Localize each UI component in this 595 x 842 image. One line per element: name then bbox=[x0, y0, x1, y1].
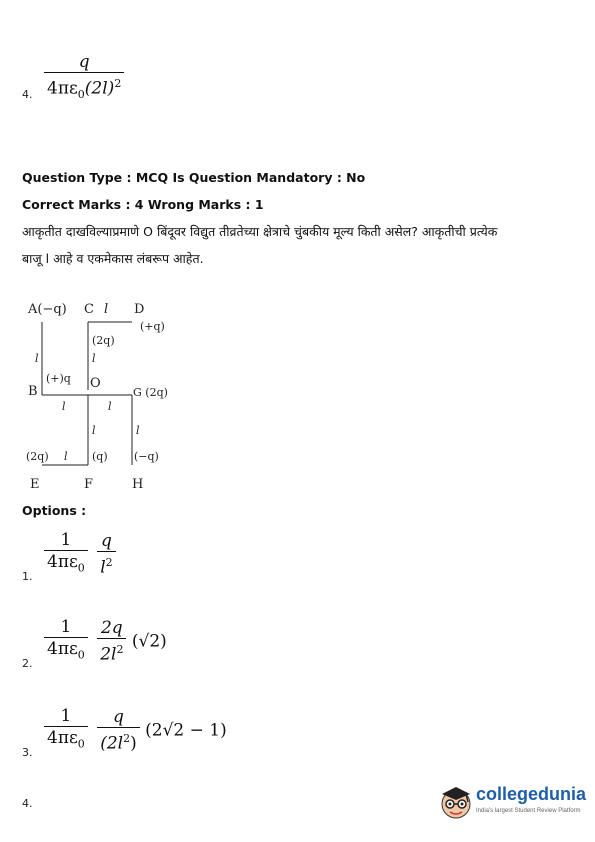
option-1-coef-num: 1 bbox=[60, 530, 72, 550]
option-2-coef-sub: 0 bbox=[77, 648, 85, 662]
label-l-v-center-bottom: l bbox=[92, 424, 96, 437]
option-3-coef-num: 1 bbox=[60, 706, 72, 726]
label-a: A(−q) bbox=[28, 302, 67, 317]
prev-option-4-den-sub: 0 bbox=[77, 88, 85, 102]
option-1-num: q bbox=[100, 530, 112, 551]
label-minus-q-bottom: (−q) bbox=[134, 450, 159, 463]
option-2-tail: (√2) bbox=[131, 631, 167, 652]
option-3-den-close: ) bbox=[130, 733, 137, 754]
option-3-num: q bbox=[113, 706, 124, 727]
label-c: C bbox=[84, 302, 94, 317]
prev-option-4-numerator: q bbox=[78, 52, 90, 72]
option-2-coef-den: 4πε bbox=[47, 639, 78, 659]
option-4-number: 4. bbox=[22, 797, 33, 810]
label-b: B bbox=[28, 384, 38, 399]
option-1-den-exp: 2 bbox=[105, 555, 113, 569]
option-2-number: 2. bbox=[22, 657, 33, 670]
brand-tagline: India's largest Student Review Platform bbox=[476, 808, 581, 814]
option-1-formula[interactable] bbox=[44, 530, 116, 579]
question-type-line: Question Type : MCQ Is Question Mandatory : No bbox=[22, 170, 366, 185]
option-2-num: 2q bbox=[100, 617, 123, 638]
option-3-den: (2l bbox=[100, 733, 124, 754]
option-3-formula[interactable] bbox=[44, 706, 227, 755]
option-2-formula[interactable] bbox=[44, 617, 167, 666]
option-3-coef-sub: 0 bbox=[77, 737, 85, 751]
option-2-den-exp: 2 bbox=[116, 642, 124, 656]
label-2q-bottom: (2q) bbox=[26, 450, 49, 463]
label-plus-q-left: (+)q bbox=[46, 372, 71, 385]
option-3-number: 3. bbox=[22, 746, 33, 759]
label-e: E bbox=[30, 477, 40, 492]
charge-figure bbox=[20, 300, 200, 500]
question-line-2: बाजू l आहे व एकमेकास लंबरूप आहेत. bbox=[22, 251, 204, 266]
marks-line: Correct Marks : 4 Wrong Marks : 1 bbox=[22, 197, 264, 212]
label-2q-mid: (2q) bbox=[92, 334, 115, 347]
label-g: G (2q) bbox=[133, 386, 168, 399]
option-3-den-exp: 2 bbox=[123, 731, 131, 745]
label-l-top: l bbox=[104, 302, 109, 317]
option-1-coef-sub: 0 bbox=[77, 561, 85, 575]
label-l-v-left: l bbox=[35, 352, 39, 365]
option-2-den: 2l bbox=[100, 644, 117, 665]
collegedunia-logo bbox=[436, 780, 587, 824]
label-h: H bbox=[132, 477, 144, 492]
option-1-number: 1. bbox=[22, 570, 33, 583]
question-text bbox=[22, 218, 582, 272]
prev-option-4-number: 4. bbox=[22, 88, 33, 101]
label-l-h-left: l bbox=[62, 400, 66, 413]
label-o: O bbox=[90, 376, 101, 391]
label-q-bottom: (q) bbox=[92, 450, 108, 463]
label-l-h-right: l bbox=[108, 400, 112, 413]
option-3-coef-den: 4πε bbox=[47, 728, 78, 748]
option-1-den: l bbox=[100, 557, 106, 578]
options-label: Options : bbox=[22, 503, 87, 518]
prev-option-4-den-prefix: 4πε bbox=[47, 78, 78, 99]
label-plus-q-top: (+q) bbox=[140, 320, 165, 333]
label-d: D bbox=[134, 302, 145, 317]
label-l-v-center-top: l bbox=[92, 352, 96, 365]
option-2-coef-num: 1 bbox=[60, 617, 72, 637]
question-line-1: आकृतीत दाखविल्याप्रमाणे O बिंदूवर विद्युत तीव्रतेच्या क्षेत्राचे चुंबकीय मूल्य किती असेल? आकृतीची प्रत्येक bbox=[22, 224, 498, 239]
prev-option-4-formula bbox=[44, 52, 124, 106]
prev-option-4-den-term: (2l) bbox=[84, 78, 115, 99]
label-l-v-right: l bbox=[136, 424, 140, 437]
prev-option-4-den-exp: 2 bbox=[114, 77, 122, 90]
option-1-coef-den: 4πε bbox=[47, 552, 78, 572]
brand-name: collegedunia bbox=[476, 784, 587, 804]
label-f: F bbox=[84, 477, 94, 492]
option-3-tail: (2√2 − 1) bbox=[145, 720, 227, 741]
mascot-icon bbox=[436, 782, 476, 822]
label-l-bottom: l bbox=[64, 450, 68, 463]
